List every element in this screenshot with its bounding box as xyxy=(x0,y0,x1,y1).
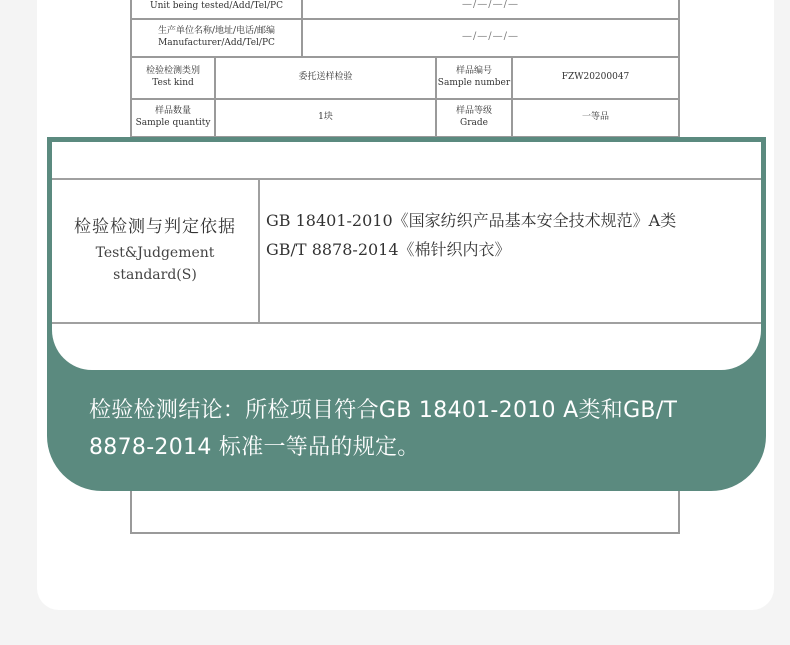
standard-line: GB/T 8878-2014《棉针织内衣》 xyxy=(266,240,511,259)
standard-zoom-box xyxy=(52,142,761,370)
cert-row-manufacturer xyxy=(132,18,678,58)
cert-value: —/—/—/— xyxy=(461,31,520,42)
conclusion-panel xyxy=(47,137,766,491)
cert-row-tested-unit xyxy=(132,0,678,20)
cert-row-kind xyxy=(132,56,678,100)
standard-label-en: Test&Judgement standard(S) xyxy=(95,244,215,283)
cert-label-cn: 样品数量 xyxy=(154,106,191,116)
cert-value: 一等品 xyxy=(581,112,609,122)
cert-label-en: Sample number xyxy=(437,78,511,88)
cert-label-en: Test kind xyxy=(152,78,194,88)
cert-label-en: Grade xyxy=(460,118,488,128)
cert-label-cn: 样品编号 xyxy=(455,66,492,76)
cert-label-cn: 检验检测类别 xyxy=(145,66,200,76)
conclusion-text: 检验检测结论：所检项目符合GB 18401-2010 A类和GB/T 8878-2014 标准一等品的规定。 xyxy=(89,398,678,460)
cert-label-cn: 生产单位名称/地址/电话/邮编 xyxy=(157,26,276,36)
cert-label-en: Unit being tested/Add/Tel/PC xyxy=(150,1,283,11)
standard-value-cell xyxy=(260,180,761,322)
cert-row-quantity xyxy=(132,98,678,138)
standard-table xyxy=(52,178,761,324)
cert-label-en: Manufacturer/Add/Tel/PC xyxy=(158,38,275,48)
cert-label-en: Sample quantity xyxy=(135,118,211,128)
standard-label-cn: 检验检测与判定依据 xyxy=(74,216,236,237)
standard-line: GB 18401-2010《国家纺织产品基本安全技术规范》A类 xyxy=(266,211,677,230)
standard-label-cell xyxy=(52,180,260,322)
cert-label-cn: 样品等级 xyxy=(455,106,492,116)
cert-value: 1块 xyxy=(318,112,333,122)
cert-value: —/—/—/— xyxy=(461,0,520,10)
cert-value: FZW20200047 xyxy=(561,72,630,82)
cert-value: 委托送样检验 xyxy=(298,72,353,82)
